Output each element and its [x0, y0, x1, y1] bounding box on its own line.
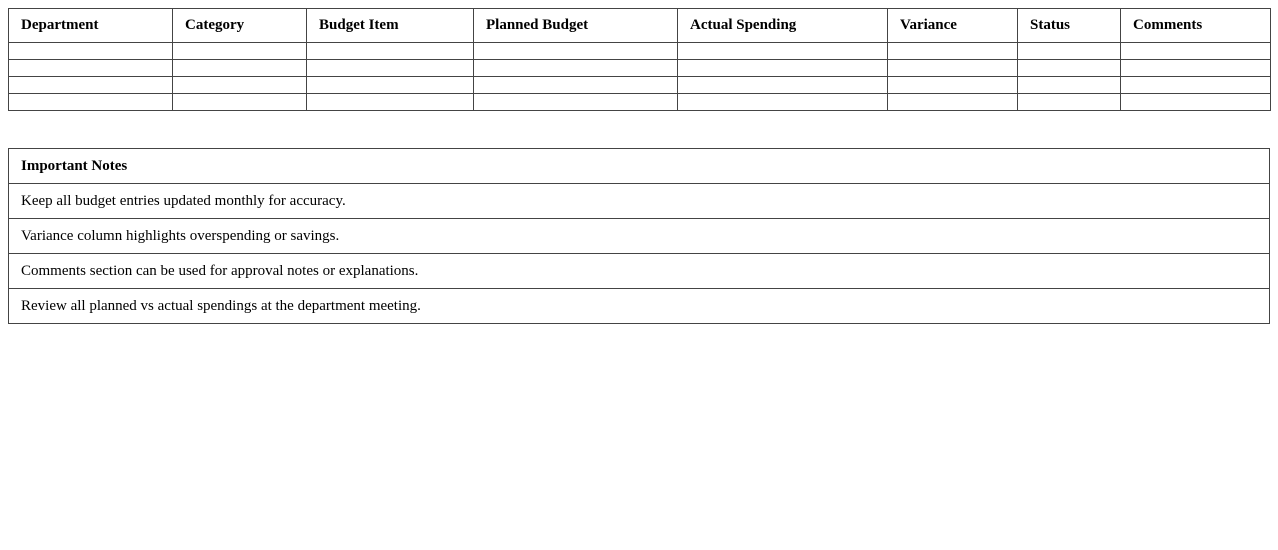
- table-cell: [307, 43, 474, 60]
- budget-table: [8, 8, 1271, 111]
- table-cell: [307, 77, 474, 94]
- table-cell: [173, 77, 307, 94]
- header-budget-item: Budget Item: [307, 9, 474, 43]
- table-cell: [1018, 94, 1121, 111]
- budget-header-row: [9, 9, 1271, 43]
- table-cell: [1018, 43, 1121, 60]
- note-text: Variance column highlights overspending or savings.: [9, 219, 1270, 254]
- important-notes-table: [8, 148, 1270, 324]
- document-body: [8, 8, 1270, 324]
- table-cell: [1121, 60, 1271, 77]
- header-comments: Comments: [1121, 9, 1271, 43]
- list-item: [9, 254, 1270, 289]
- table-cell: [888, 77, 1018, 94]
- table-cell: [678, 60, 888, 77]
- table-cell: [1018, 60, 1121, 77]
- table-cell: [474, 60, 678, 77]
- table-row: [9, 43, 1271, 60]
- header-category: Category: [173, 9, 307, 43]
- notes-title: Important Notes: [9, 149, 1270, 184]
- header-variance: Variance: [888, 9, 1018, 43]
- table-cell: [678, 77, 888, 94]
- table-cell: [9, 60, 173, 77]
- table-cell: [9, 94, 173, 111]
- table-cell: [474, 77, 678, 94]
- notes-header-row: [9, 149, 1270, 184]
- table-row: [9, 60, 1271, 77]
- header-status: Status: [1018, 9, 1121, 43]
- table-cell: [888, 60, 1018, 77]
- table-cell: [307, 94, 474, 111]
- list-item: [9, 184, 1270, 219]
- note-text: Keep all budget entries updated monthly for accuracy.: [9, 184, 1270, 219]
- table-row: [9, 77, 1271, 94]
- table-cell: [474, 94, 678, 111]
- table-cell: [888, 43, 1018, 60]
- header-department: Department: [9, 9, 173, 43]
- note-text: Comments section can be used for approval notes or explanations.: [9, 254, 1270, 289]
- table-cell: [173, 94, 307, 111]
- table-cell: [9, 43, 173, 60]
- table-cell: [173, 43, 307, 60]
- table-cell: [1121, 77, 1271, 94]
- table-row: [9, 94, 1271, 111]
- table-cell: [173, 60, 307, 77]
- table-cell: [1121, 43, 1271, 60]
- table-cell: [1018, 77, 1121, 94]
- header-actual-spending: Actual Spending: [678, 9, 888, 43]
- header-planned-budget: Planned Budget: [474, 9, 678, 43]
- table-cell: [9, 77, 173, 94]
- table-cell: [678, 43, 888, 60]
- table-cell: [888, 94, 1018, 111]
- note-text: Review all planned vs actual spendings at the department meeting.: [9, 289, 1270, 324]
- table-cell: [1121, 94, 1271, 111]
- list-item: [9, 289, 1270, 324]
- list-item: [9, 219, 1270, 254]
- table-cell: [474, 43, 678, 60]
- table-cell: [307, 60, 474, 77]
- table-cell: [678, 94, 888, 111]
